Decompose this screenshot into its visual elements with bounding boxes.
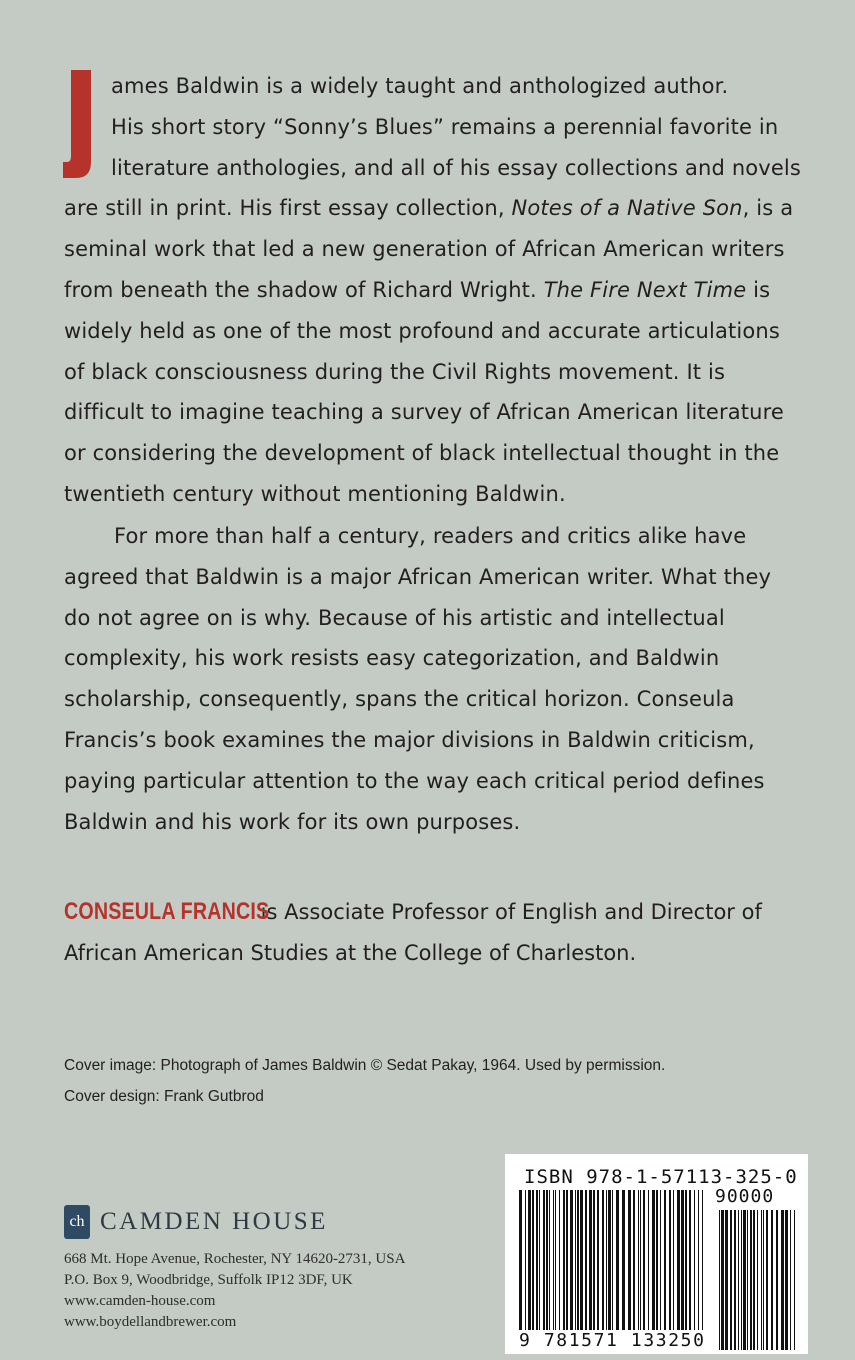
barcode-bar [640,1190,641,1330]
text-line: agreed that Baldwin is a major African American writer. What they [64,564,772,589]
barcode-bar [539,1190,540,1330]
text-run: are still in print. His first essay collection, [64,196,512,221]
cover-image-credit: Cover image: Photograph of James Baldwin © Sedat Pakay, 1964. Used by permission. [64,1057,666,1074]
barcode-bar [757,1210,758,1350]
barcode-bar [743,1210,746,1350]
text-line: twentieth century without mentioning Baldwin. [64,481,566,506]
barcode-bar [656,1190,658,1330]
barcode-bar [553,1190,554,1330]
text-line: paying particular attention to the way each critical period defines [64,768,765,793]
barcode-bar [652,1190,655,1330]
barcode-bar [776,1210,778,1350]
barcode-bar [685,1190,687,1330]
barcode-bar [606,1190,607,1330]
text-line: complexity, his work resists easy categorization, and Baldwin [64,646,720,671]
text-run: is [746,277,771,302]
text-line: ames Baldwin is a widely taught and anthologized author. [111,74,729,98]
drop-cap-letter [0,0,1,1]
publisher-logo-block [64,1205,328,1239]
barcode-bar [643,1190,645,1330]
barcode-bar [532,1190,534,1330]
isbn-number: ISBN 978-1-57113-325-0 [524,1166,798,1188]
barcode-bar [593,1190,595,1330]
text-line: Francis’s book examines the major divisions in Baldwin criticism, [64,727,755,752]
cover-design-credit: Cover design: Frank Gutbrod [64,1088,264,1105]
barcode-digits: 9 781571 133250 [519,1330,706,1351]
barcode-bar [689,1190,691,1330]
barcode-bar [677,1190,680,1330]
text-line: Baldwin and his work for its own purposes. [64,809,521,834]
author-bio-line [64,892,824,933]
barcode-bar [589,1190,592,1330]
barcode-bar [664,1190,666,1330]
barcode-bar [794,1210,795,1350]
barcode-bar [766,1210,768,1350]
barcode-bar [536,1190,538,1330]
barcode-bar [575,1190,576,1330]
barcode-bar [669,1190,671,1330]
barcode-bar [555,1190,556,1330]
barcode-bar [597,1190,599,1330]
barcode-bar [570,1190,573,1330]
address-line: 668 Mt. Hope Avenue, Rochester, NY 14620-2731, USA [64,1251,406,1267]
barcode-bar [616,1190,619,1330]
barcode-bar [622,1190,625,1330]
barcode-bar [566,1190,568,1330]
text-line: do not agree on is why. Because of his artistic and intellectual [64,605,725,630]
text-line [64,270,804,311]
barcode-bar [721,1210,724,1350]
barcode-bar [734,1210,736,1350]
text-line: difficult to imagine teaching a survey of African American literature [64,400,784,425]
barcode-bar [725,1210,728,1350]
text-line: widely held as one of the most profound and accurate articulations [64,318,780,343]
barcode-bar [546,1190,548,1330]
barcode-bar [771,1210,773,1350]
text-line: scholarship, consequently, spans the critical horizon. Conseula [64,687,735,712]
text-line: literature anthologies, and all of his essay collections and novels [111,155,801,180]
barcode-bar [602,1190,604,1330]
barcode-bar [519,1190,522,1330]
text-line: For more than half a century, readers and critics alike have [114,524,747,548]
barcode-bar [660,1190,661,1330]
barcode-bar [785,1210,788,1350]
barcode-bar [747,1210,748,1350]
barcode-bar [694,1190,695,1330]
barcode-bar [753,1210,755,1350]
camden-house-logo-icon: ch [64,1205,90,1239]
website-link: www.camden-house.com [64,1293,216,1309]
barcode-bar [673,1190,674,1330]
publisher-name: CAMDEN HOUSE [100,1208,328,1235]
barcode-bar [681,1190,684,1330]
author-bio-text: is Associate Professor of English and Director of [254,900,762,924]
publisher-address [64,1249,405,1333]
book-title-notes: Notes of a Native Son [511,196,743,221]
barcode-bar [781,1210,784,1350]
barcode-bar [549,1190,550,1330]
barcode-bar [563,1190,565,1330]
barcode-bar [608,1190,611,1330]
barcode-bar [577,1190,579,1330]
text-line [64,188,804,229]
isbn-barcode [505,1154,808,1354]
text-run: , is a [742,196,794,221]
barcode-bar [741,1210,742,1350]
text-run: from beneath the shadow of Richard Wright. [64,277,544,302]
barcode-bar [648,1190,649,1330]
author-bio [64,892,824,974]
text-line: His short story “Sonny’s Blues” remains a perennial favorite in [111,114,779,139]
barcode-bar [559,1190,560,1330]
barcode-bar [580,1190,583,1330]
barcode-bar [543,1190,545,1330]
text-line: seminal work that led a new generation of African American writers [64,237,785,262]
barcode-bar [633,1190,635,1330]
barcode-bar [730,1210,732,1350]
barcode-bar [763,1210,764,1350]
barcode-bar [790,1210,791,1350]
barcode-bar [628,1190,631,1330]
barcode-bar [585,1190,587,1330]
price-code: 90000 [715,1186,775,1207]
text-line: or considering the development of black intellectual thought in the [64,441,780,466]
website-link: www.boydellandbrewer.com [64,1314,237,1330]
barcode-bar [719,1210,720,1350]
barcode-bar [738,1210,739,1350]
barcode-bar [698,1190,699,1330]
author-bio-line: African American Studies at the College of Charleston. [64,940,637,965]
address-line: P.O. Box 9, Woodbridge, Suffolk IP12 3DF, UK [64,1272,353,1288]
description-paragraph-1 [64,66,804,515]
barcode-bar [525,1190,526,1330]
barcode-bar [528,1190,531,1330]
barcode-bar [638,1190,639,1330]
barcode-bar [761,1210,762,1350]
barcode-bar [702,1190,703,1330]
text-line: of black consciousness during the Civil Rights movement. It is [64,359,726,384]
book-title-fire: The Fire Next Time [543,277,747,302]
barcode-bar [750,1210,752,1350]
description-paragraph-2 [64,516,804,842]
author-name: CONSEULA FRANCIS [64,898,270,925]
barcode-bar [612,1190,613,1330]
